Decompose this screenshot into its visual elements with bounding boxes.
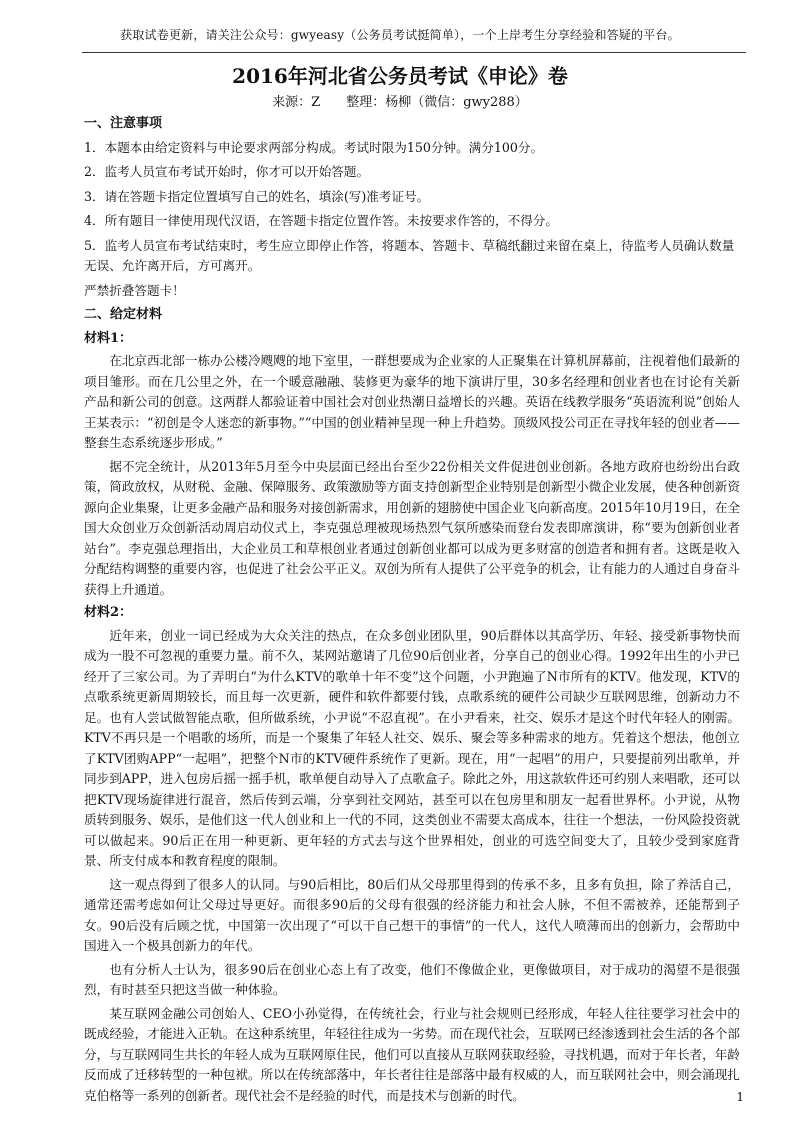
material-2-paragraph-1: 近年来，创业一词已经成为大众关注的热点，在众多创业团队里，90后群体以其高学历、年轻、接受新事物快而成为一股不可忽视的重要力量。前不久，某网站邀请了几位90后创业者，分享自己的创业心得。1992年出生的小尹已经开了三家公司。为了弄明白“为什么KTV的歌单十年不变”这个问题，小尹跑遍了N市所有的KTV。他发现，KTV的点歌系统更新周期较长，而且每一次更新，硬件和软件都要付钱，点歌系统的硬件公司缺少互联网思维，创新动力不足。也有人尝试做智能点歌，但所做系统，小尹说“不忍直视”。在小尹看来，社交、娱乐才是这个时代年轻人的刚需。KTV不再只是一个唱歌的场所，而是一个聚集了年轻人社交、娱乐、聚会等多种需求的地方。凭着这个想法，他创立了KTV团购APP“一起唱”，把整个N市的KTV硬件系统作了更新。现在，用“一起唱”的用户，只要提前列出歌单，并同步到APP，进入包房后摇一摇手机，歌单便自动导入了点歌盒子。除此之外，用这款软件还可约别人来唱歌，还可以把KTV现场旋律进行混音，然后传到云端，分享到社交网站，甚至可以在包房里和朋友一起看世界杯。小尹说，从物质转到服务、娱乐，是他们这一代人创业和上一代的不同，这类创业不需要太高成本，往往一个想法，一份风险投资就可以做起来。90后正在用一种更新、更年轻的方式去与这个世界相处，创业的可选空间变大了，且较少受到家庭背景、所支付成本和教育程度的限制。	[84, 627, 740, 868]
material-2-title: 材料2：	[84, 605, 133, 620]
notice-emphasis: 严禁折叠答题卡！	[84, 282, 185, 298]
materials-heading: 二、给定材料	[84, 307, 163, 322]
material-2-paragraph-4: 某互联网金融公司创始人、CEO小孙觉得，在传统社会，行业与社会规则已经形成，年轻人往往要学习社会中的既成经验，才能进入正轨。在这种系统里，年轻往往成为一劣势。而在现代社会，互联网已经渗透到社会生活的各个部分，与互联网同生共长的年轻人成为互联网原住民，他们可以直接从互联网获取经验，寻找机遇，而对于年长者，年龄反而成了迁移转型的一种包袱。所以在传统部落中，年长者往往是部落中最有权威的人，而互联网社会中，则会涌现扎克伯格等一系列的创新者。现代社会不是经验的时代，而是技术与创新的时代。	[84, 1005, 740, 1103]
material-1-title: 材料1：	[84, 330, 133, 346]
source-line: 来源：Z 整理：杨柳（微信：gwy288）	[272, 95, 528, 110]
notice-item-3: 3．请在答题卡指定位置填写自己的姓名，填涂(写)准考证号。	[84, 188, 430, 204]
material-1-paragraph-1: 在北京西北部一栋办公楼冷飕飕的地下室里，一群想要成为企业家的人正聚集在计算机屏幕前，注视着他们最新的项目雏形。而在几公里之外，在一个暖意融融、装修更为豪华的地下演讲厅里，30多名经理和创业者也在讨论有关新产品和新公司的创意。这两群人都验证着中国社会对创业热潮日益增长的兴趣。英语在线教学服务“英语流利说”创始人王某表示：“初创是令人迷恋的新事物。”“中国的创业精神呈现一种上升趋势。顶级风投公司正在寻找年轻的创业者——整套生态系统逐步形成。”	[84, 353, 740, 450]
header-divider	[82, 52, 746, 53]
notice-heading: 一、注意事项	[84, 116, 163, 131]
notice-item-1: 1．本题本由给定资料与申论要求两部分构成。考试时限为150分钟。满分100分。	[84, 139, 544, 155]
material-2-paragraph-2: 这一观点得到了很多人的认同。与90后相比，80后们从父母那里得到的传承不多，且多有负担，除了养活自己，通常还需考虑如何让父母过导更好。而很多90后的父母有很强的经济能力和社会人脉，不但不需被养，还能帮到子女。90后没有后顾之忧，中国第一次出现了“可以干自己想干的事情”的一代人，这代人喷薄而出的创新力，会帮助中国进入一个极具创新力的年代。	[84, 876, 740, 953]
materials-section	[84, 305, 740, 1106]
material-1-paragraph-2: 据不完全统计，从2013年5月至今中央层面已经出台至少22份相关文件促进创业创新。各地方政府也纷纷出台政策，简政放权，从财税、金融、保障服务、政策激励等方面支持创新型企业特别是创新型小微企业发展，使各种创新资源向企业集聚，让更多金融产品和服务对接创新需求，用创新的翅膀使中国企业飞向新高度。2015年10月19日，在全国大众创业万众创新活动周启动仪式上，李克强总理被现场热烈气氛所感染而登台发表即席演讲，称“要为创新创业者站台”。李克强总理指出，大企业员工和草根创业者通过创新创业都可以成为更多财富的创造者和拥有者。这既是收入分配结构调整的重要内容，也促进了社会公平正义。双创为所有人提供了公平竞争的机会，让有能力的人通过自身奋斗获得上升通道。	[84, 458, 741, 597]
document-body	[84, 114, 740, 1109]
material-2-paragraph-3: 也有分析人士认为，很多90后在创业心态上有了改变，他们不像做企业，更像做项目，对于成功的渴望不是很强烈，有时甚至只把这当做一种体验。	[84, 961, 740, 997]
notice-item-4: 4．所有题目一律使用现代汉语，在答题卡指定位置作答。未按要求作答的，不得分。	[84, 213, 558, 228]
page-number: 1	[736, 1090, 744, 1104]
header-note: 获取试卷更新，请关注公众号：gwyeasy（公务员考试挺简单），一个上岸考生分享经验和答疑的平台。	[120, 28, 680, 42]
notice-item-2: 2．监考人员宣布考试开始时，你才可以开始答题。	[84, 164, 370, 179]
page-title: 2016年河北省公务员考试《申论》卷	[232, 64, 568, 88]
notice-item-5: 5．监考人员宣布考试结束时，考生应立即停止作答，将题本、答题卡、草稿纸翻过来留在桌上，待监考人员确认数量无误、允许离开后，方可离开。	[84, 237, 735, 273]
notice-section	[84, 114, 740, 301]
